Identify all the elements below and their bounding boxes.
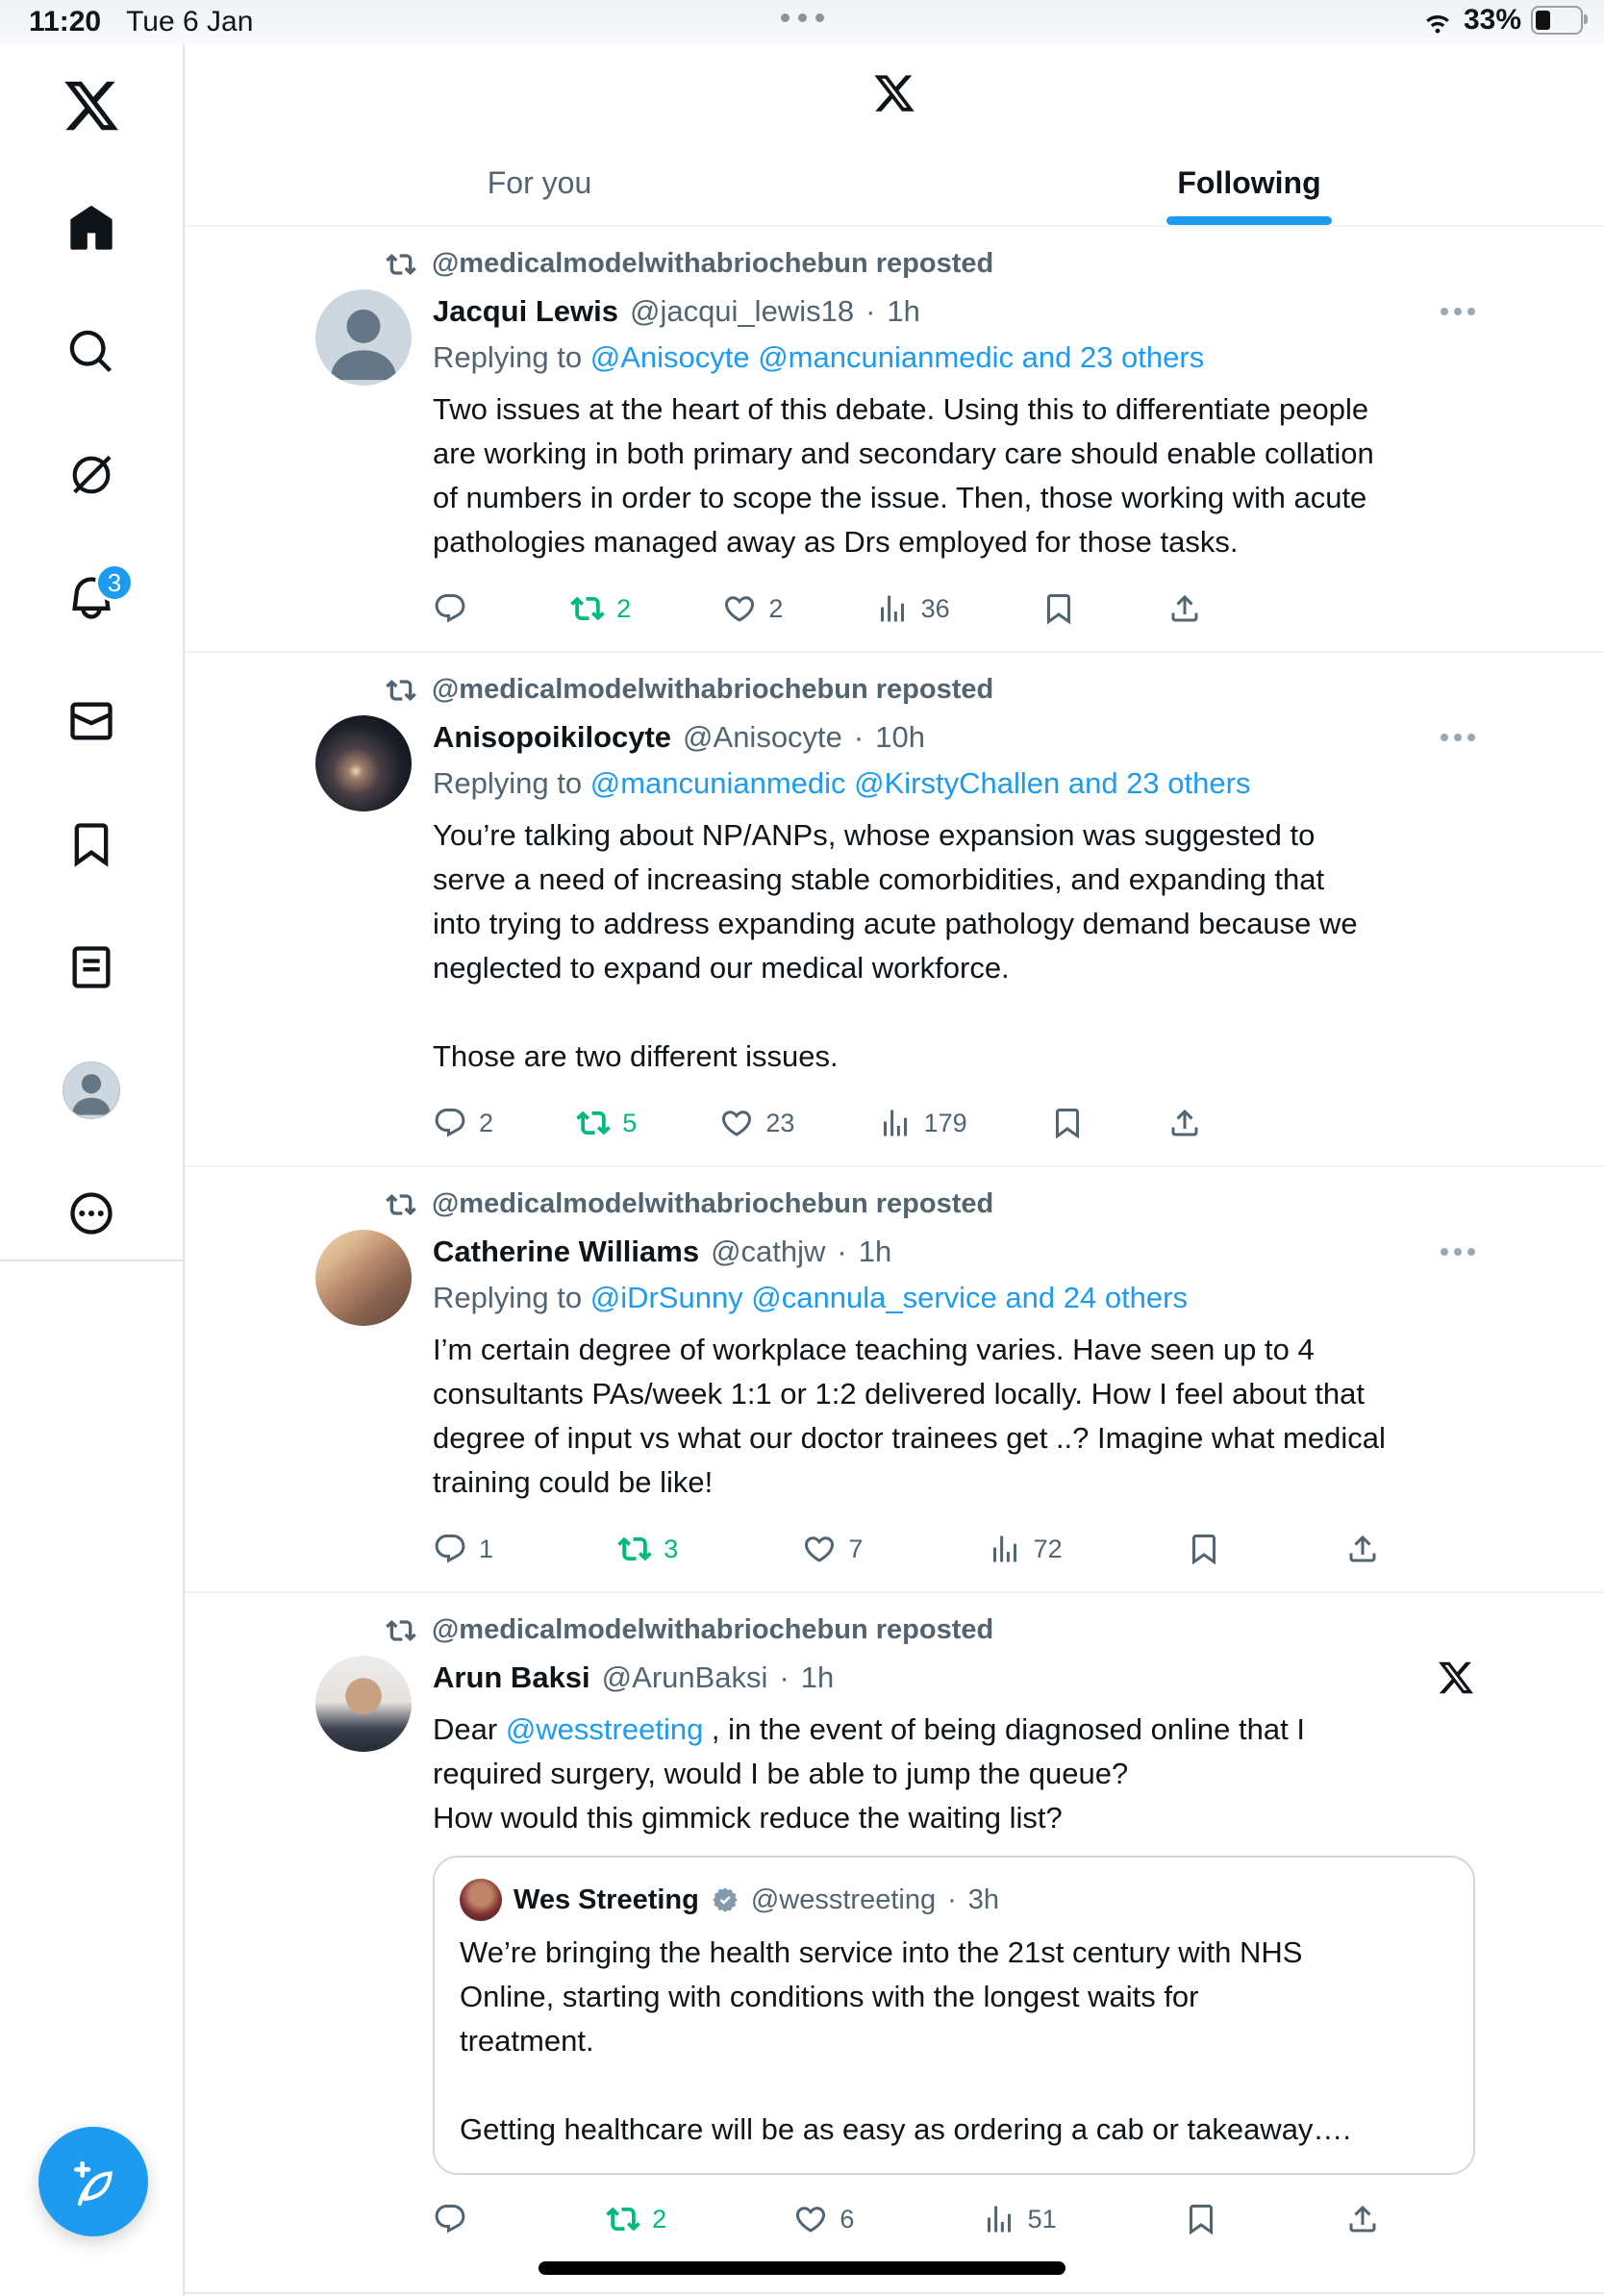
repost-attribution[interactable] xyxy=(386,1614,1475,1646)
views-button[interactable] xyxy=(878,1106,967,1140)
heart-icon xyxy=(722,591,757,626)
repost-icon xyxy=(617,1532,652,1566)
more-circle-icon xyxy=(66,1188,116,1238)
engagement-bar xyxy=(433,2196,1380,2242)
bookmark-icon xyxy=(66,819,116,869)
x-logo-icon xyxy=(1437,1659,1475,1697)
clock: 11:20 xyxy=(29,6,102,37)
engagement-bar xyxy=(433,1526,1380,1572)
tweet-text: You’re talking about NP/ANPs, whose expansion was suggested to serve a need of increasing stable comorbidities, and expanding that into trying to address expanding acute pathology demand because we neglected to expand our medical workforce. Those are two different issues. xyxy=(433,818,1358,1073)
reply-count: 1 xyxy=(479,1534,494,1563)
avatar[interactable] xyxy=(315,715,412,811)
repost-attribution-label: @medicalmodelwithabriochebun reposted xyxy=(432,1188,994,1219)
avatar[interactable] xyxy=(460,1879,502,1921)
mention-link[interactable]: @wesstreeting xyxy=(505,1712,704,1746)
feed-tabs xyxy=(185,140,1604,225)
profile-avatar xyxy=(63,1061,120,1119)
more-menu-button[interactable] xyxy=(1435,1242,1481,1261)
tweet-arun-baksi[interactable] xyxy=(185,1593,1604,2261)
repost-icon xyxy=(386,249,416,280)
sidebar-item-grok[interactable] xyxy=(0,413,183,537)
sidebar xyxy=(0,0,185,2296)
views-count: 51 xyxy=(1027,2204,1057,2234)
engagement-bar xyxy=(433,1100,1202,1146)
repost-button[interactable] xyxy=(576,1106,637,1140)
like-count: 6 xyxy=(840,2204,855,2234)
replying-to-links[interactable]: @mancunianmedic @KirstyChallen and 23 others xyxy=(589,766,1251,800)
repost-attribution[interactable] xyxy=(386,674,1475,706)
display-name[interactable]: Catherine Williams xyxy=(433,1235,700,1268)
heart-icon xyxy=(802,1532,837,1566)
repost-count: 2 xyxy=(652,2204,667,2234)
verified-badge-icon xyxy=(711,1885,739,1914)
display-name[interactable]: Jacqui Lewis xyxy=(433,294,618,328)
share-icon xyxy=(1167,591,1202,626)
reply-icon xyxy=(433,1106,467,1140)
quoted-tweet[interactable] xyxy=(433,1856,1475,2175)
reply-icon xyxy=(433,591,467,626)
replying-to-line xyxy=(433,1276,1475,1320)
bookmark-icon xyxy=(1187,1532,1221,1566)
heart-icon xyxy=(793,2202,828,2236)
x-logo-corner xyxy=(1437,1659,1475,1697)
replying-to-line xyxy=(433,761,1475,806)
timestamp: 10h xyxy=(875,720,925,754)
timestamp: 1h xyxy=(800,1660,835,1694)
tweet-jacqui-lewis[interactable] xyxy=(185,227,1604,653)
views-button[interactable] xyxy=(875,591,950,626)
bookmark-button[interactable] xyxy=(1184,2202,1218,2236)
share-button[interactable] xyxy=(1345,2202,1380,2236)
timestamp: 3h xyxy=(967,1884,1000,1915)
tweet-anisopoikilocyte[interactable] xyxy=(185,653,1604,1167)
wifi-icon xyxy=(1421,4,1454,37)
display-name[interactable]: Arun Baksi xyxy=(433,1660,590,1694)
timestamp: 1h xyxy=(887,294,920,328)
avatar[interactable] xyxy=(315,289,412,386)
sidebar-item-notifications[interactable] xyxy=(0,537,183,660)
repost-count: 3 xyxy=(664,1534,679,1563)
bookmark-button[interactable] xyxy=(1050,1106,1085,1140)
status-bar xyxy=(0,0,1604,44)
timeline xyxy=(185,0,1604,2296)
display-name[interactable]: Anisopoikilocyte xyxy=(433,720,672,754)
separator: · xyxy=(947,1884,957,1915)
user-handle[interactable]: @cathjw xyxy=(711,1235,826,1268)
replying-prefix: Replying to xyxy=(433,766,583,800)
sidebar-divider xyxy=(0,1260,183,1261)
x-logo-icon xyxy=(62,76,121,136)
reply-button[interactable] xyxy=(433,2202,479,2236)
bookmark-icon xyxy=(1041,591,1076,626)
views-count: 179 xyxy=(923,1108,967,1137)
repost-icon xyxy=(570,591,605,626)
repost-attribution-label: @medicalmodelwithabriochebun reposted xyxy=(432,674,994,705)
repost-attribution-label: @medicalmodelwithabriochebun reposted xyxy=(432,1614,994,1645)
like-count: 23 xyxy=(765,1108,795,1137)
battery-icon xyxy=(1531,6,1583,35)
date: Tue 6 Jan xyxy=(126,6,254,37)
tweet-text-segment: Dear xyxy=(433,1712,506,1746)
tweet-text: I’m certain degree of workplace teaching varies. Have seen up to 4 consultants PAs/week 1:1 or 1:2 delivered locally. How I feel about that degree of input vs what our doctor trainees get ..? Imagine what medical training could be like! xyxy=(433,1333,1386,1499)
views-count: 72 xyxy=(1033,1534,1063,1563)
views-button[interactable] xyxy=(982,2202,1057,2236)
bookmark-button[interactable] xyxy=(1041,591,1076,626)
like-button[interactable] xyxy=(802,1532,863,1566)
views-count: 36 xyxy=(920,593,950,623)
bookmark-icon xyxy=(1050,1106,1085,1140)
share-button[interactable] xyxy=(1167,591,1202,626)
sidebar-item-profile[interactable] xyxy=(0,1029,183,1152)
avatar[interactable] xyxy=(315,1230,412,1326)
tweet-text-segment: , in the event of being diagnosed online that I required surgery, would I be able to jump the queue? How would this gimmick reduce the waiting list? xyxy=(433,1712,1305,1834)
replying-to-links[interactable]: @Anisocyte @mancunianmedic and 23 others xyxy=(589,340,1205,374)
active-tab-underline xyxy=(1166,216,1332,225)
home-indicator[interactable] xyxy=(539,2261,1065,2275)
repost-count: 2 xyxy=(616,593,632,623)
like-button[interactable] xyxy=(793,2202,854,2236)
reply-icon xyxy=(433,1532,467,1566)
reply-count: 2 xyxy=(479,1108,494,1137)
separator: · xyxy=(837,1235,847,1268)
reply-icon xyxy=(433,2202,467,2236)
like-button[interactable] xyxy=(719,1106,794,1140)
notifications-badge: 3 xyxy=(95,563,134,602)
tab-for-you[interactable] xyxy=(185,140,894,225)
repost-attribution[interactable] xyxy=(386,1188,1475,1220)
share-button[interactable] xyxy=(1167,1106,1202,1140)
bottom-divider xyxy=(185,2292,1604,2294)
reply-button[interactable] xyxy=(433,1106,493,1140)
tweet-catherine-williams[interactable] xyxy=(185,1167,1604,1593)
quoted-tweet-text: We’re bringing the health service into the 21st century with NHS Online, starting with conditions with the longest waits for treatment. Getting healthcare will be as easy as ordering a cab or takeaway…. xyxy=(460,1935,1352,2146)
repost-icon xyxy=(606,2202,640,2236)
user-handle[interactable]: @jacqui_lewis18 xyxy=(629,294,855,328)
repost-icon xyxy=(386,1189,416,1220)
sidebar-item-home[interactable] xyxy=(0,167,183,290)
multitask-grabber[interactable] xyxy=(0,13,1604,22)
repost-attribution[interactable] xyxy=(386,248,1475,280)
tweet-text: Two issues at the heart of this debate. Using this to differentiate people are working in both primary and secondary care should enable collation of numbers in order to scope the issue. Then, those working with acute pathologies managed away as Drs employed for those tasks. xyxy=(433,392,1374,559)
grok-icon xyxy=(66,450,116,500)
battery-percent: 33% xyxy=(1463,4,1521,36)
display-name: Wes Streeting xyxy=(514,1884,699,1915)
like-button[interactable] xyxy=(722,591,783,626)
separator: · xyxy=(865,294,876,328)
tab-for-you-label: For you xyxy=(487,164,592,200)
share-button[interactable] xyxy=(1345,1532,1380,1566)
bookmark-icon xyxy=(1184,2202,1218,2236)
avatar[interactable] xyxy=(315,1656,412,1752)
user-handle: @wesstreeting xyxy=(750,1884,937,1915)
replying-to-line xyxy=(433,336,1475,380)
share-icon xyxy=(1167,1106,1202,1140)
separator: · xyxy=(779,1660,789,1694)
like-count: 2 xyxy=(768,593,784,623)
sidebar-item-x-home[interactable] xyxy=(0,44,183,167)
compose-icon xyxy=(65,2154,121,2209)
views-icon xyxy=(875,591,910,626)
x-logo xyxy=(872,71,916,115)
search-icon xyxy=(66,327,116,377)
views-icon xyxy=(878,1106,913,1140)
heart-icon xyxy=(719,1106,754,1140)
repost-attribution-label: @medicalmodelwithabriochebun reposted xyxy=(432,248,994,279)
sidebar-item-lists[interactable] xyxy=(0,906,183,1029)
engagement-bar xyxy=(433,586,1202,632)
user-handle[interactable]: @ArunBaksi xyxy=(601,1660,768,1694)
repost-icon xyxy=(386,1615,416,1646)
lists-icon xyxy=(66,942,116,992)
sidebar-item-more[interactable] xyxy=(0,1152,183,1275)
share-icon xyxy=(1345,1532,1380,1566)
replying-to-links[interactable]: @iDrSunny @cannula_service and 24 others xyxy=(589,1281,1188,1314)
compose-button[interactable] xyxy=(38,2127,148,2236)
user-handle[interactable]: @Anisocyte xyxy=(683,720,842,754)
reply-button[interactable] xyxy=(433,591,479,626)
more-menu-button[interactable] xyxy=(1435,728,1481,747)
repost-count: 5 xyxy=(622,1108,638,1137)
views-icon xyxy=(988,1532,1022,1566)
separator: · xyxy=(853,720,865,754)
sidebar-item-messages[interactable] xyxy=(0,660,183,783)
repost-icon xyxy=(576,1106,611,1140)
like-count: 7 xyxy=(848,1534,864,1563)
repost-button[interactable] xyxy=(617,1532,678,1566)
share-icon xyxy=(1345,2202,1380,2236)
repost-button[interactable] xyxy=(570,591,631,626)
timestamp: 1h xyxy=(858,1235,892,1268)
envelope-icon xyxy=(66,696,116,746)
views-button[interactable] xyxy=(988,1532,1063,1566)
home-icon xyxy=(66,204,116,254)
sidebar-item-bookmarks[interactable] xyxy=(0,783,183,906)
tab-following[interactable] xyxy=(894,140,1604,225)
replying-prefix: Replying to xyxy=(433,340,583,374)
views-icon xyxy=(982,2202,1016,2236)
tab-following-label: Following xyxy=(1177,164,1321,200)
replying-prefix: Replying to xyxy=(433,1281,583,1314)
repost-icon xyxy=(386,675,416,706)
reply-button[interactable] xyxy=(433,1532,493,1566)
tweet-text xyxy=(433,1708,1475,1840)
bookmark-button[interactable] xyxy=(1187,1532,1221,1566)
repost-button[interactable] xyxy=(606,2202,666,2236)
sidebar-item-search[interactable] xyxy=(0,290,183,413)
more-menu-button[interactable] xyxy=(1435,302,1481,321)
